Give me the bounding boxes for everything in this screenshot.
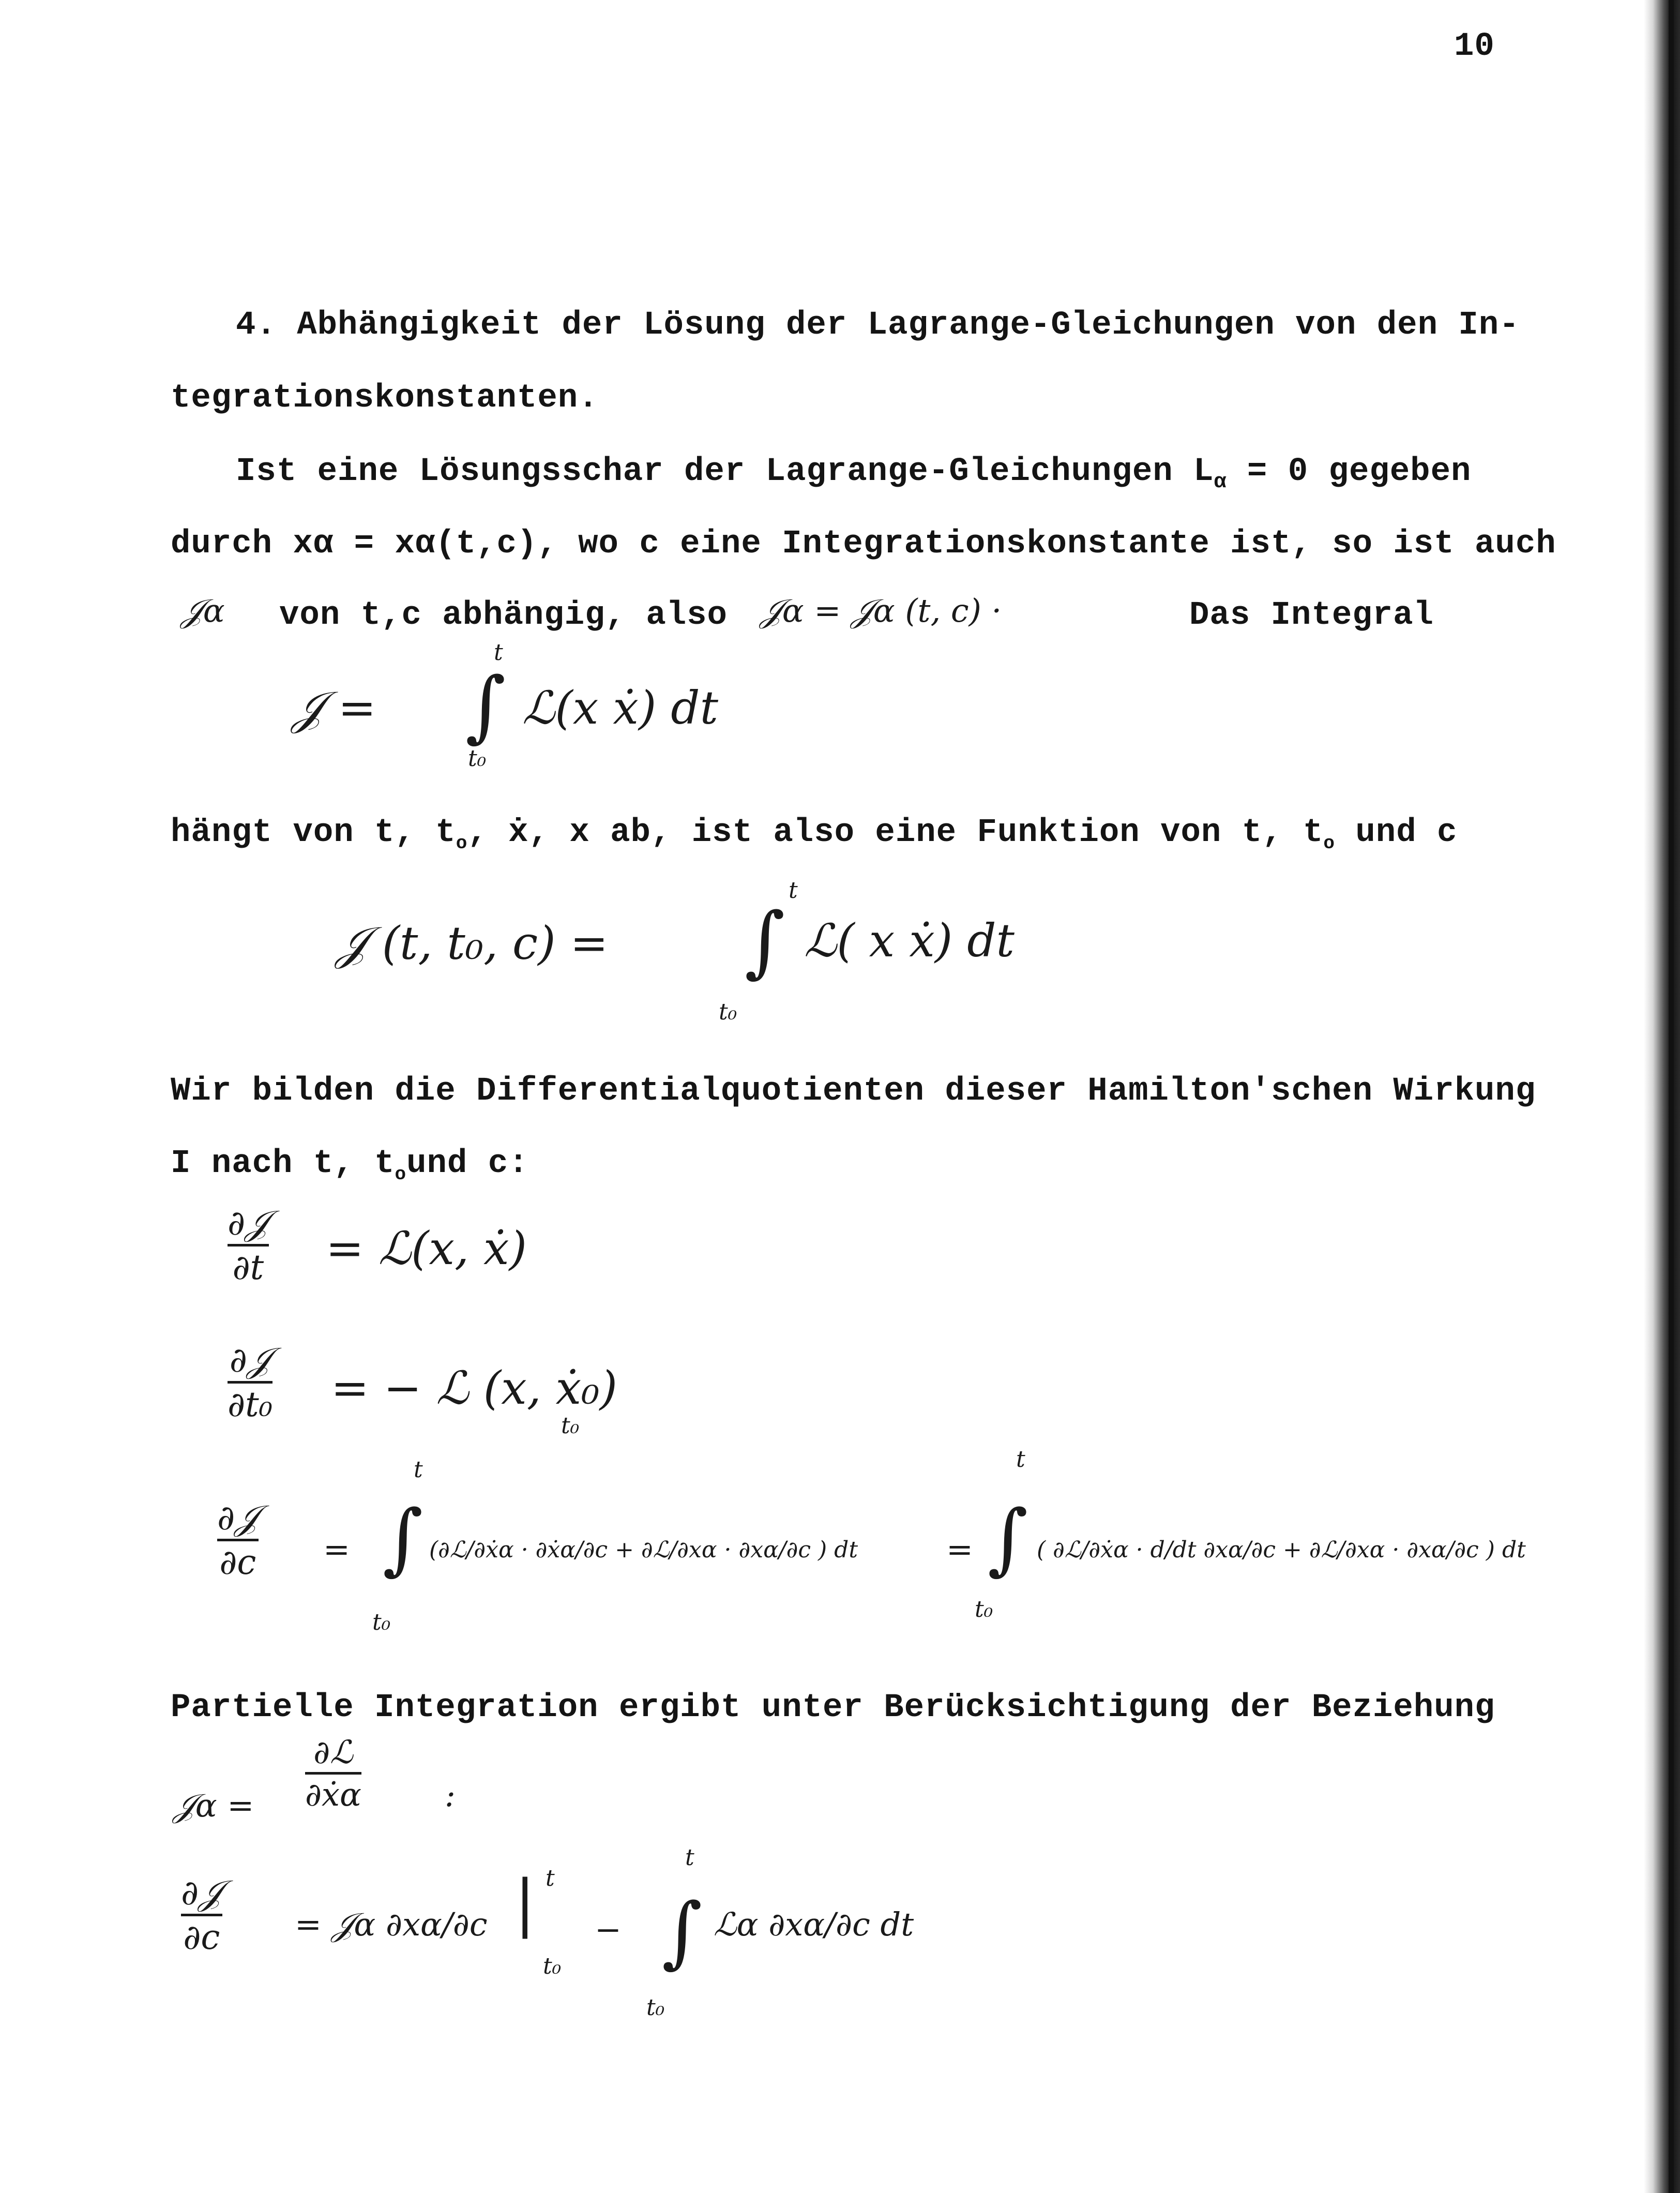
d3-eq-2: = [946, 1530, 973, 1568]
d3-numerator: ∂𝒥 [217, 1498, 259, 1538]
para1-line1-b: = 0 gegeben [1227, 453, 1472, 490]
para3-line2-sub: o [395, 1163, 407, 1185]
eq1-lower-limit: t₀ [468, 745, 487, 772]
d2-numerator: ∂𝒥 [229, 1340, 271, 1380]
para3-line2-a: I nach t, t [171, 1145, 395, 1182]
d3-body-1: (∂ℒ/∂ẋα · ∂ẋα/∂c + ∂ℒ/∂xα · ∂xα/∂c ) dt [429, 1537, 858, 1563]
d3-upper-limit-1: t [414, 1456, 423, 1483]
eq1-integral-sign: ∫ [465, 661, 506, 751]
section-heading-line1: 4. Abhängigkeit der Lösung der Lagrange-Gleichungen von den In- [236, 307, 1520, 344]
para1-line3-b: Das Integral [1189, 597, 1434, 634]
para1-line1-a: Ist eine Lösungsschar der Lagrange-Gleichungen L [236, 453, 1214, 490]
relation-numerator: ∂ℒ [313, 1733, 353, 1771]
para2-a-sub: o [456, 832, 468, 854]
d3-lower-limit-2: t₀ [975, 1596, 993, 1623]
pi-fraction [181, 1875, 222, 1956]
pi-lower-limit-1: t₀ [543, 1953, 562, 1979]
eq2-upper-limit: t [789, 877, 798, 904]
d3-eq: = [323, 1530, 350, 1568]
d2-subscript: t₀ [561, 1413, 580, 1439]
d1-fraction [228, 1205, 269, 1286]
y-alpha-equation: 𝒥α = 𝒥α (t, c) · [760, 592, 1002, 629]
para3-line2-c: und c: [406, 1145, 529, 1182]
d3-integral-sign-1: ∫ [383, 1494, 423, 1584]
pi-integral-sign: ∫ [662, 1887, 703, 1977]
page-number: 10 [1454, 28, 1495, 65]
section-heading-line2: tegrationskonstanten. [171, 380, 599, 417]
pi-numerator: ∂𝒥 [181, 1873, 222, 1913]
pi-upper-limit-1: t [546, 1865, 555, 1891]
para3-line2 [171, 1147, 529, 1184]
d2-fraction [228, 1342, 273, 1423]
d2-rhs: = − ℒ (x, ẋ₀) [331, 1361, 617, 1415]
d3-fraction [217, 1500, 259, 1581]
para2-b-sub: o [1323, 832, 1335, 854]
relation-denominator: ∂ẋα [305, 1776, 361, 1814]
pi-minus: − [595, 1911, 622, 1948]
d3-lower-limit-1: t₀ [372, 1609, 391, 1635]
pi-evaluation-bar: | [514, 1867, 536, 1939]
eq1-lhs: 𝒥 = [292, 681, 376, 734]
para2-b: , ẋ, x ab, ist also eine Funktion von t, t [467, 814, 1324, 851]
y-alpha-symbol: 𝒥α [181, 592, 225, 629]
eq2-integral-sign: ∫ [745, 896, 785, 986]
eq1-body: ℒ(x ẋ) dt [522, 681, 718, 734]
para1-line1 [236, 455, 1471, 493]
para4-line1: Partielle Integration ergibt unter Berücksichtigung der Beziehung [171, 1689, 1495, 1726]
d3-denominator: ∂c [219, 1542, 256, 1583]
relation-fraction [305, 1733, 361, 1814]
d3-integral-sign-2: ∫ [988, 1494, 1028, 1584]
eq2-body: ℒ( x ẋ) dt [804, 914, 1015, 967]
pi-rhs: = 𝒥α ∂xα/∂c [295, 1905, 488, 1943]
eq1-upper-limit: t [494, 639, 503, 666]
d2-denominator: ∂t₀ [228, 1385, 273, 1425]
pi-upper-limit-2: t [685, 1844, 694, 1871]
d1-denominator: ∂t [232, 1248, 264, 1288]
para3-line1: Wir bilden die Differentialquotienten dieser Hamilton'schen Wirkung [171, 1073, 1536, 1110]
d1-numerator: ∂𝒥 [228, 1203, 269, 1243]
para1-line1-sub: α [1214, 470, 1227, 494]
pi-body: ℒα ∂xα/∂c dt [714, 1905, 914, 1943]
relation-colon: : [445, 1776, 456, 1814]
page-edge-shadow [1644, 0, 1680, 2193]
relation-lhs: 𝒥α = [173, 1786, 254, 1824]
d1-rhs: = ℒ(x, ẋ) [326, 1222, 527, 1275]
eq2-lower-limit: t₀ [719, 999, 737, 1025]
d3-upper-limit-2: t [1016, 1446, 1025, 1473]
para2-c: und c [1335, 814, 1458, 851]
pi-lower-limit-2: t₀ [646, 1994, 665, 2021]
para2-a: hängt von t, t [171, 814, 456, 851]
pi-denominator: ∂c [183, 1917, 220, 1958]
para1-line2: durch xα = xα(t,c), wo c eine Integrationskonstante ist, so ist auch [171, 525, 1556, 563]
eq2-lhs: 𝒥 (t, t₀, c) = [336, 917, 609, 970]
d3-body-2: ( ∂ℒ/∂ẋα · d/dt ∂xα/∂c + ∂ℒ/∂xα · ∂xα/∂c ) dt [1037, 1537, 1526, 1563]
para1-line3-a: von t,c abhängig, also [279, 597, 728, 634]
para2 [171, 816, 1457, 853]
page-edge-line [1669, 0, 1674, 2193]
